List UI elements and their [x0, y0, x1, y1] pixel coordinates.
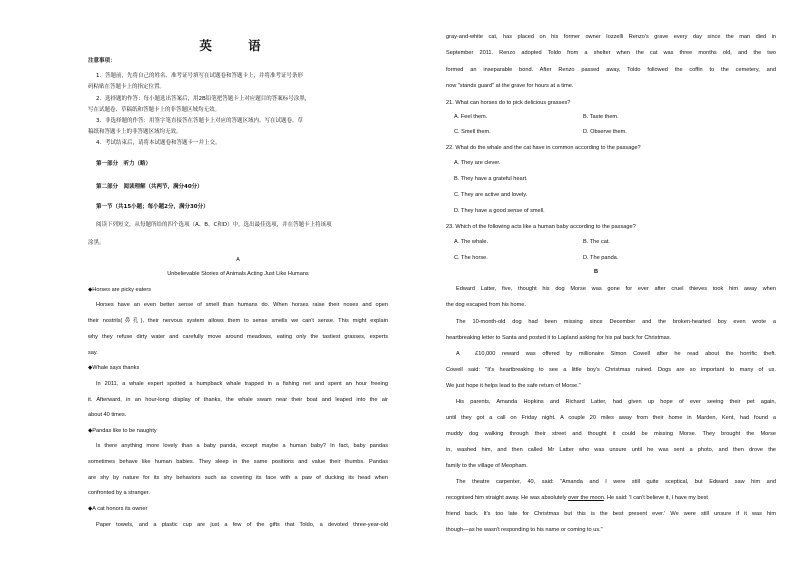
story-line: formed an inseparable bond. After Renzo passed away, Toldo followed the coffin to the cemetery, and	[446, 67, 776, 73]
passage-line: The 10-month-old dog had been missing since December and the broken-hearted boy even wrote a	[456, 319, 776, 325]
passage-line: family to the village of Meopham.	[446, 463, 528, 469]
notice-heading: 注意事项：	[88, 58, 116, 64]
story-line: now "stands guard" at the grave for hours at a time.	[446, 83, 574, 89]
passage-text: recognised him straight away. He was absolutely	[446, 495, 569, 501]
story-line: their nostrils(鼻孔), their nervous system allows them to sense smells we can't sense. This might explain	[88, 318, 388, 324]
page-title: 英 语	[199, 38, 277, 53]
notice-line: 2．选择题的作答：每小题选出答案后，用2B铅笔把答题卡上对应题目的答案标号涂黑，	[96, 96, 311, 102]
question-23-stem: 23. Which of the following acts like a human baby according to the passage?	[446, 224, 636, 230]
passage-line: friend back. It's too late for Christmas but this is the best present ever.' We were still unsure if it was him	[446, 511, 776, 517]
story-line: why they refuse dirty water and carefully move around meadows, eating only the tastiest grasses, experts	[88, 334, 388, 340]
instruction-line: 涂黑。	[88, 240, 105, 246]
notice-line: 3．非选择题的作答：用签字笔直接答在答题卡上对应的答题区域内。写在试题卷、草	[96, 118, 304, 124]
story-line: Paper towels, and a plastic cup are just a few of the gifts that Toldo, a devoted three-year-old	[96, 522, 388, 528]
question-22-option-a: A. They are clever.	[454, 160, 501, 166]
passage-line: A £10,000 reward was offered by millionaire Simon Cowell after he read about the horrific theft.	[456, 351, 776, 357]
passage-a-title: Unbelievable Stories of Animals Acting Just Like Humans	[167, 271, 309, 277]
section1-heading: 第一节（共15小题；每小题2分，满分30分）	[96, 204, 209, 210]
story-line: sometimes behave like human babies. They sleep in the same positions and value their thumbs. Pandas	[88, 459, 388, 465]
question-23-option-b: B. The cat.	[583, 239, 610, 245]
question-21-option-a: A. Feel them.	[454, 114, 488, 120]
story-heading: ◆Horses are picky eaters	[88, 287, 152, 293]
passage-line: We just hope it helps lead to the safe return of Morse."	[446, 383, 581, 389]
notice-line: 1．答题前，先将自己的姓名、准考证号填写在试题卷和答题卡上，并将准考证号条形	[96, 73, 304, 79]
story-line: are shy by nature for its shy behaviors such as covering its face with a paw of ducking its head when	[88, 475, 388, 481]
question-22-option-c: C. They are active and lovely.	[454, 192, 528, 198]
story-line: about 40 times.	[88, 412, 127, 418]
passage-line: heartbreaking letter to Santa and posted it to Lapland asking for his pal back for Christmas.	[446, 335, 672, 341]
passage-a-label: A	[236, 257, 240, 263]
passage-b-label: B	[593, 269, 599, 275]
story-line: Horses have an even better sense of smell than humans do. When horses raise their noses and open	[96, 302, 388, 308]
story-line: In 2011, a whale expert spotted a humpback whale trapped in a fishing net and spent an hour freeing	[96, 381, 388, 387]
question-22-option-b: B. They have a grateful heart.	[454, 176, 528, 182]
story-heading: ◆Whale says thanks	[88, 365, 140, 371]
story-line: gray-and-white cat, has placed on his former owner Iozzelli Renzo's grave every day since the man died in	[446, 34, 776, 40]
story-heading: ◆Pandas like to be naughty	[88, 428, 157, 434]
story-line: September 2011. Renzo adopted Toldo from a shelter when the cat was three months old, and the two	[446, 50, 776, 56]
passage-line: until they got a call on Friday night. A couple 20 miles away from their home in Marden, Kent, had found a	[446, 415, 776, 421]
notice-line: 稿纸和答题卡上的非答题区域均无效。	[88, 129, 182, 135]
notice-line: 码粘贴在答题卡上的指定位置。	[88, 84, 166, 90]
passage-line: though—as he wasn't responding to his name or coming to us."	[446, 527, 603, 533]
question-22-option-d: D. They have a good sense of smell.	[454, 208, 545, 214]
question-21-option-c: C. Smell them.	[454, 129, 491, 135]
question-23-option-a: A. The whale.	[454, 239, 489, 245]
underlined-phrase: over the moon	[568, 495, 604, 501]
story-line: it. Afterward, in an hour-long display of thanks, the whale swam near their boat and leaped into the air	[88, 397, 388, 403]
passage-line: the dog escaped from his home.	[446, 302, 526, 308]
question-21-option-d: D. Observe them.	[583, 129, 627, 135]
passage-line: in, washed him, and then called Mr Latter who was unsure until he was sent a photo, and then drove the	[446, 447, 776, 453]
notice-line: 4．考试结束后，请将本试题卷和答题卡一并上交。	[96, 140, 221, 146]
passage-line: Cowell said: "It's heartbreaking to see a little boy's Christmas ruined. Dogs are so important to many of us.	[446, 367, 776, 373]
part1-heading: 第一部分 听力（略）	[96, 161, 152, 167]
passage-line: The theatre carpenter, 40, said: "Amanda and I were still quite sceptical, but Edward saw him and	[456, 479, 776, 485]
passage-line: muddy dog walking through their street and thought it could be missing Morse. They brought the Morse	[446, 431, 776, 437]
passage-line: His parents, Amanda Hopkins and Richard Latter, had given up hope of ever seeing their pet again,	[456, 399, 776, 405]
question-22-stem: 22. What do the whale and the cat have in common according to the passage?	[446, 145, 641, 151]
story-line: say.	[88, 350, 98, 356]
question-21-stem: 21. What can horses do to pick delicious grasses?	[446, 100, 571, 106]
passage-text: . He said: 'I can't believe it, I have my best	[603, 495, 708, 501]
passage-line: Edward Latter, five, thought his dog Morse was gone for ever after cruel thieves took him away when	[456, 286, 776, 292]
passage-line	[446, 495, 776, 502]
question-23-option-d: D. The panda.	[583, 255, 619, 261]
part2-heading: 第二部分 阅读理解（共两节，满分40分）	[96, 184, 203, 190]
story-line: Is there anything more lovely than a baby panda, except maybe a human baby? In fact, baby pandas	[96, 443, 388, 449]
question-21-option-b: B. Taste them.	[583, 114, 619, 120]
story-heading: ◆A cat honors its owner	[88, 506, 148, 512]
story-line: confronted by a stranger.	[88, 490, 150, 496]
instruction-line: 阅读下列短文，从每题所给的四个选项（A、B、C和D）中，选出最佳选项，并在答题卡上将该项	[96, 222, 332, 228]
question-23-option-c: C. The horse.	[454, 255, 488, 261]
notice-line: 写在试题卷、草稿纸和答题卡上的非答题区域均无效。	[88, 107, 221, 113]
